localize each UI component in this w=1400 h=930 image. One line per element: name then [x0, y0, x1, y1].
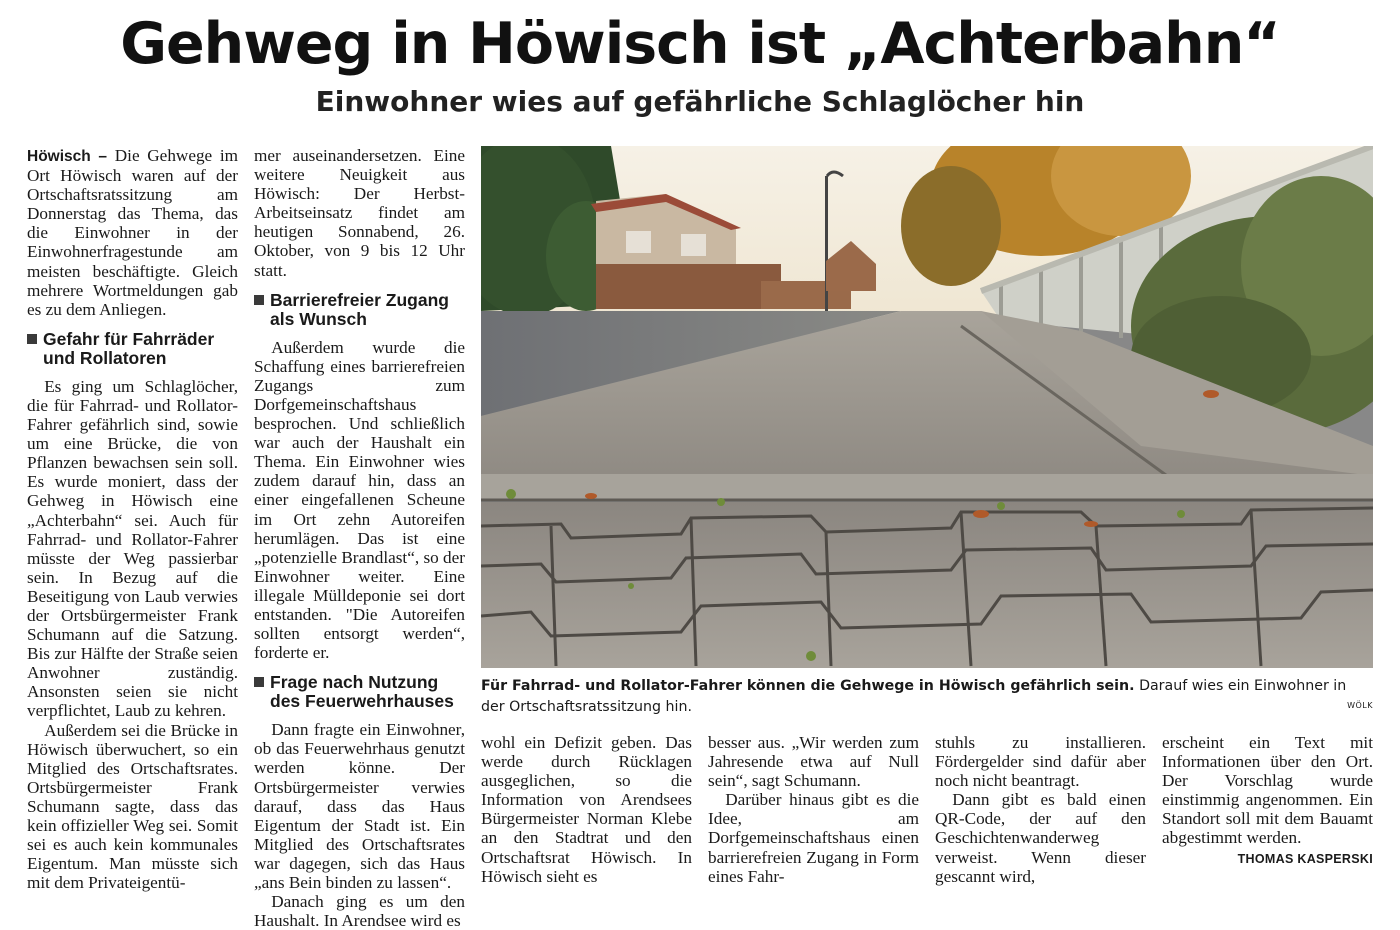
paragraph: Außerdem wurde die Schaffung eines barrierefreien Zugangs zum Dorfgemeinschaftshaus besprochen. Und schließlich war auch der Haushalt ein Thema. Ein Einwohner wies zudem darauf hin, dass an einer eingefallenen Scheune im Ort zehn Autoreifen herumlägen. Das ist eine „potenzielle Brandlast“, so der Einwohner weiter. Eine illegale Mülldeponie sei dort entstanden. "Die Autoreifen sollten entsorgt werden“, forderte er.: [254, 337, 465, 663]
article-column-5: [935, 733, 1146, 886]
caption-bold: Für Fahrrad- und Rollator-Fahrer können die Gehwege in Höwisch gefährlich sein.: [481, 678, 1135, 694]
article-column-2: [254, 146, 465, 930]
paragraph: erscheint ein Text mit Informationen über den Ort. Der Vorschlag wurde einstimmig angenommen. Ein Standort soll mit dem Bauamt abgestimmt werden.: [1162, 733, 1373, 848]
subheading-feuerwehrhaus: Frage nach Nutzung des Feuerwehrhauses: [254, 673, 465, 711]
paragraph: stuhls zu installieren. Fördergelder sind dafür aber noch nicht beantragt.: [935, 733, 1146, 791]
subheadline: Einwohner wies auf gefährliche Schlaglöcher hin: [315, 85, 1085, 118]
article-column-4: [708, 733, 919, 886]
sidewalk-photo: [481, 146, 1373, 668]
paragraph: Dann gibt es bald einen QR-Code, der auf den Geschichtenwanderweg verweist. Wenn dieser gescannt wird,: [935, 790, 1146, 886]
paragraph: besser aus. „Wir werden zum Jahresende etwa auf Null sein“, sagt Schumann.: [708, 733, 919, 791]
paragraph: Darüber hinaus gibt es die Idee, am Dorfgemeinschaftshaus einen barrierefreien Zugang in Form eines Fahr-: [708, 790, 919, 886]
caption-text: Darauf wies ein Einwohner in der Ortschaftsratssitzung hin.: [481, 678, 1347, 715]
subheading-barrierefrei: Barrierefreier Zugang als Wunsch: [254, 291, 465, 329]
headline: Gehweg in Höwisch ist „Achterbahn“: [120, 11, 1280, 77]
article-column-6: [1162, 733, 1373, 869]
dateline: Höwisch –: [27, 148, 108, 165]
photo-caption: [481, 676, 1373, 718]
paragraph: Danach ging es um den Haushalt. In Arendsee wird es: [254, 892, 465, 930]
paragraph: wohl ein Defizit geben. Das werde durch Rücklagen ausgeglichen, so die Information von Arendsees Bürgermeister Norman Klebe an den Stadtrat und den Ortschaftsrat Höwisch. In Höwisch sieht es: [481, 733, 692, 886]
paragraph: Es ging um Schlaglöcher, die für Fahrrad- und Rollator-Fahrer gefährlich sind, sowie um eine Brücke, die von Pflanzen bewachsen sein soll. Es wurde moniert, dass der Gehweg in Höwisch eine „Achterbahn“ sei. Auch für Fahrrad- und Rollator-Fahrer müsste der Weg passierbar sein. In Bezug auf die Beseitigung von Laub verwies der Ortsbürgermeister Frank Schumann auf die Satzung. Bis zur Hälfte der Straße seien Anwohner zuständig. Ansonsten seien sie nicht verpflichtet, Laub zu kehren.: [27, 376, 238, 721]
article-column-1: [27, 146, 238, 892]
paragraph: Höwisch – Die Gehwege im Ort Höwisch waren auf der Ortschaftsratssitzung am Donnerstag das Thema, das die Einwohner in der Einwohnerfragestunde am meisten beschäftigte. Gleich mehrere Wortmeldungen gab es zu dem Anliegen.: [27, 146, 239, 319]
article-column-3: [481, 733, 692, 886]
author-byline: THOMAS KASPERSKI: [1237, 851, 1373, 866]
photo-credit: WÖLK: [1347, 701, 1373, 710]
paragraph: mer auseinandersetzen. Eine weitere Neuigkeit aus Höwisch: Der Herbst-Arbeitseinsatz findet am heutigen Sonnabend, 26. Oktober, von 9 bis 12 Uhr statt.: [254, 146, 465, 280]
paragraph: Außerdem sei die Brücke in Höwisch überwuchert, so ein Mitglied des Ortschaftsrates. Ortsbürgermeister Frank Schumann sagte, dass das kein offizieller Weg sei. Somit sei es auch kein kommunales Eigentum. Man müsste sich mit dem Privateigentü-: [27, 720, 238, 893]
paragraph: Dann fragte ein Einwohner, ob das Feuerwehrhaus genutzt werden könne. Der Ortsbürgermeister verwies darauf, dass das Haus Eigentum der Stadt ist. Ein Mitglied des Ortschaftsrates war dagegen, sich das Haus „ans Bein binden zu lassen“.: [254, 720, 465, 892]
subheading-fahrraeder: Gefahr für Fahrräder und Rollatoren: [27, 330, 238, 368]
